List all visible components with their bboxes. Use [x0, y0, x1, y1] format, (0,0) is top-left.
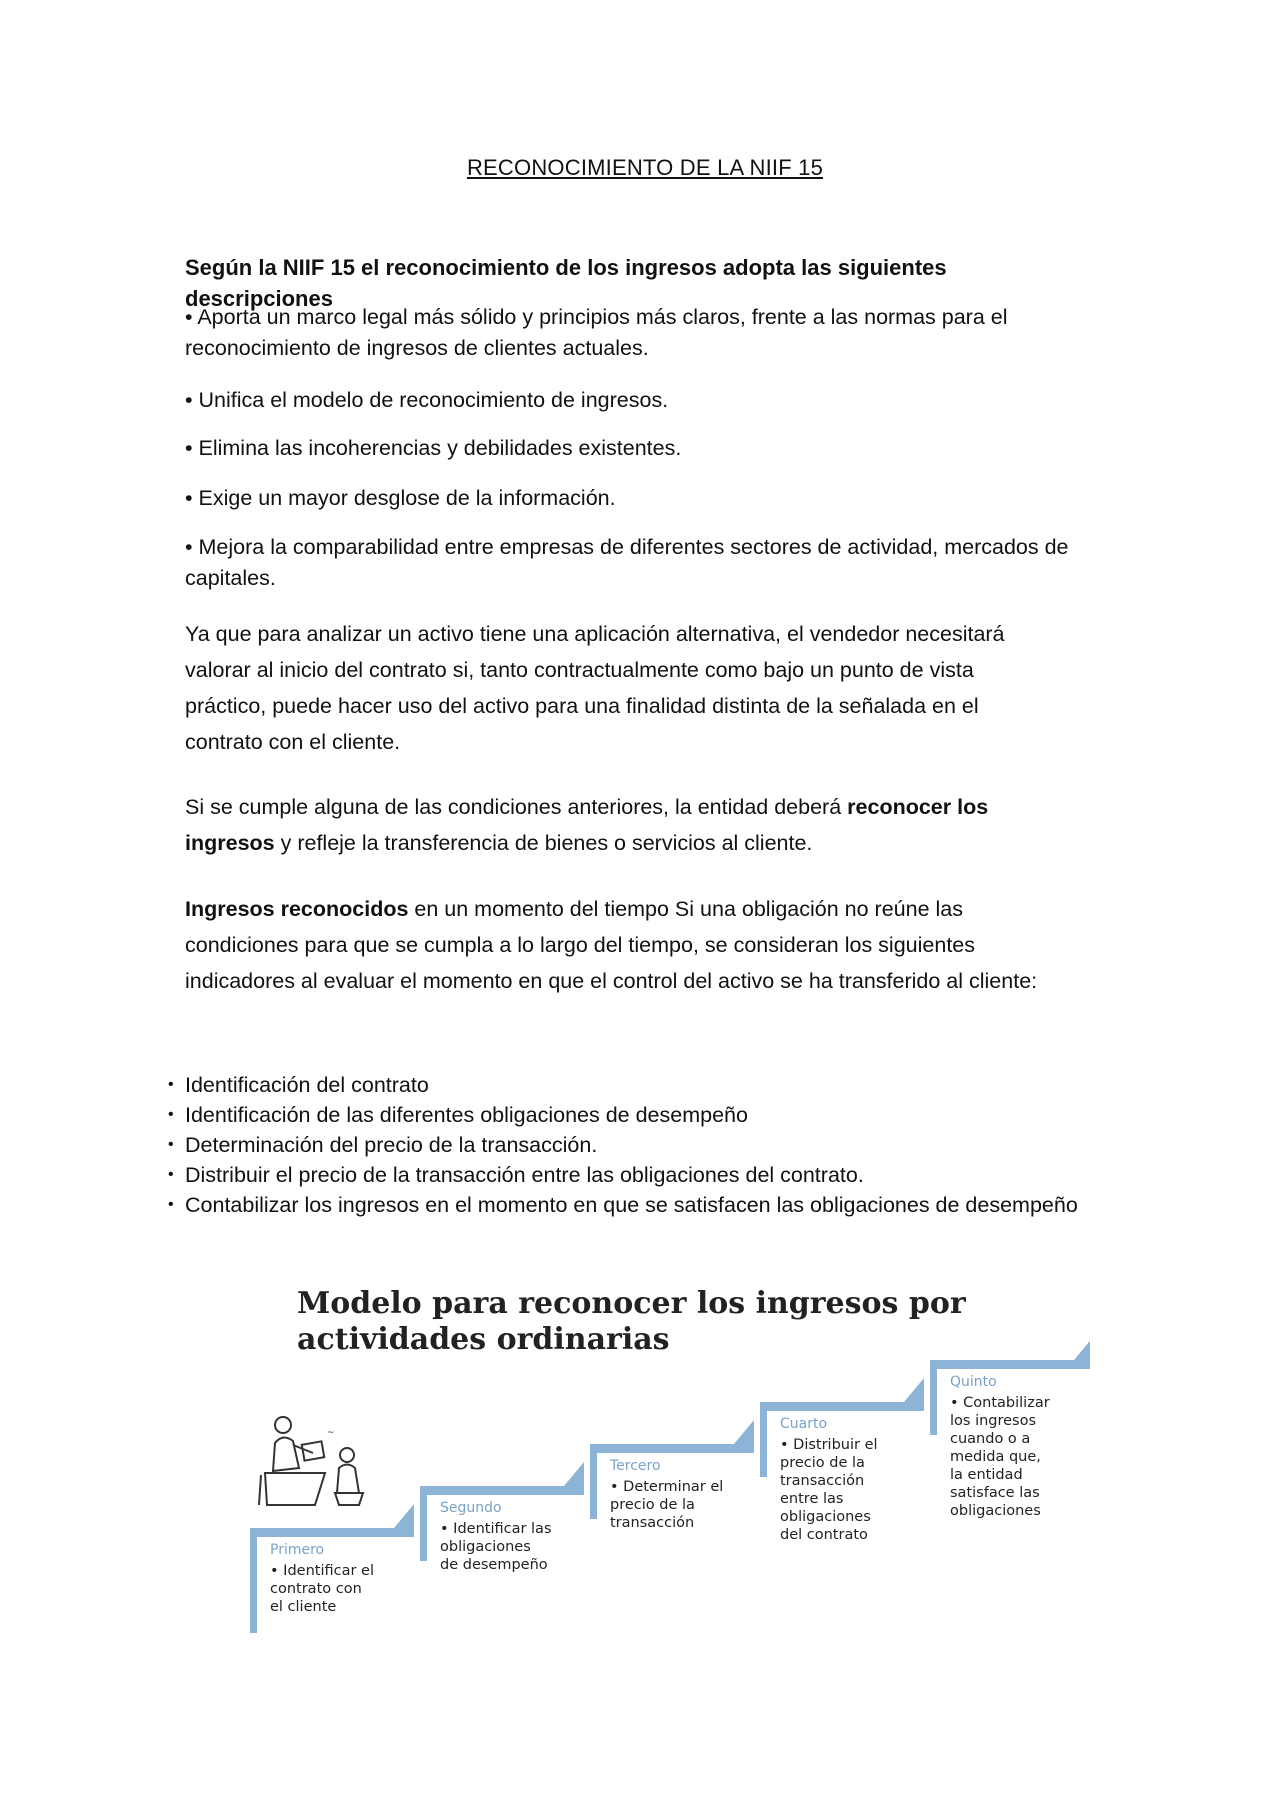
bullet-unifica: • Unifica el modelo de reconocimiento de ingresos.	[185, 388, 669, 412]
stage-side-5	[930, 1360, 937, 1435]
stage-side-4	[760, 1402, 767, 1477]
stage-text-line: precio de la	[610, 1497, 695, 1513]
stage-text-line: obligaciones	[780, 1509, 871, 1525]
stage-text-line: la entidad	[950, 1467, 1023, 1483]
stage-bar-4	[760, 1402, 924, 1411]
stage-text-line: • Contabilizar	[950, 1395, 1050, 1411]
stage-text-line: obligaciones	[950, 1503, 1041, 1519]
stage-text-line: • Identificar el	[270, 1563, 374, 1579]
page-title: RECONOCIMIENTO DE LA NIIF 15	[466, 155, 824, 180]
stage-text-1	[270, 1562, 374, 1616]
bullet-mejora: • Mejora la comparabilidad entre empresas de diferentes sectores de actividad, mercados de capitales.	[185, 535, 1069, 590]
stage-text-line: transacción	[610, 1515, 695, 1531]
stage-text-line: obligaciones	[440, 1539, 531, 1555]
list-item: • Distribuir el precio de la transacción entre las obligaciones del contrato.	[168, 1160, 1078, 1190]
stage-text-line: • Distribuir el	[780, 1437, 878, 1453]
stage-arrow-3	[734, 1420, 754, 1444]
stage-text-4	[780, 1436, 878, 1544]
stage-text-line: entre las	[780, 1491, 844, 1507]
stage-text-line: los ingresos	[950, 1413, 1037, 1429]
list-item: • Identificación de las diferentes obligaciones de desempeño	[168, 1100, 1078, 1130]
section-heading: Según la NIIF 15 el reconocimiento de los ingresos adopta las siguientes descripciones	[185, 255, 947, 311]
bullet-elimina: • Elimina las incoherencias y debilidades existentes.	[185, 436, 682, 460]
paragraph-ingresos-text: en un momento del tiempo Si una obligación no reúne las condiciones para que se cumpla a lo largo del tiempo, se consideran los siguientes indicadores al evaluar el momento en que el control del activo se ha transferido al cliente:	[185, 897, 1038, 993]
stage-label-2: Segundo	[440, 1500, 502, 1516]
stage-side-1	[250, 1528, 257, 1633]
stage-text-line: • Determinar el	[610, 1479, 724, 1495]
paragraph-ingresos-bold: Ingresos reconocidos	[185, 897, 409, 921]
steps-list	[168, 1070, 1078, 1220]
stage-text-line: satisface las	[950, 1485, 1040, 1501]
stage-side-2	[420, 1486, 427, 1561]
stage-text-line: de desempeño	[440, 1557, 548, 1573]
stage-bar-3	[590, 1444, 754, 1453]
stage-label-4: Cuarto	[780, 1416, 828, 1432]
stage-text-line: medida que,	[950, 1449, 1041, 1465]
revenue-model-figure	[240, 1278, 1090, 1636]
stage-arrow-2	[564, 1462, 584, 1486]
stage-text-line: transacción	[780, 1473, 865, 1489]
paragraph-condiciones-end: y refleje la transferencia de bienes o servicios al cliente.	[274, 831, 813, 855]
stage-label-1: Primero	[270, 1542, 325, 1558]
stage-bar-5	[930, 1360, 1090, 1369]
figure-title-line1: Modelo para reconocer los ingresos por	[297, 1286, 966, 1321]
stage-bar-2	[420, 1486, 584, 1495]
bullet-exige: • Exige un mayor desglose de la información.	[185, 486, 616, 510]
stage-text-2	[440, 1520, 552, 1574]
stage-text-line: del contrato	[780, 1527, 868, 1543]
stage-arrow-5	[1074, 1336, 1090, 1360]
stage-text-line: contrato con	[270, 1581, 362, 1597]
stage-arrow-4	[904, 1378, 924, 1402]
stage-bar-1	[250, 1528, 414, 1537]
bullet-marco-legal: • Aporta un marco legal más sólido y principios más claros, frente a las normas para el reconocimiento de ingresos de clientes actuales.	[185, 305, 1008, 360]
paragraph-condiciones-bold: reconocer los ingresos	[185, 795, 989, 855]
stage-arrow-1	[394, 1504, 414, 1528]
stage-side-3	[590, 1444, 597, 1519]
list-item: • Determinación del precio de la transacción.	[168, 1130, 1078, 1160]
stage-text-5	[950, 1394, 1050, 1520]
list-item: • Identificación del contrato	[168, 1070, 1078, 1100]
figure-title-line2: actividades ordinarias	[297, 1322, 670, 1357]
paragraph-activo: Ya que para analizar un activo tiene una aplicación alternativa, el vendedor necesitará valorar al inicio del contrato si, tanto contractualmente como bajo un punto de vista práctico, puede hacer uso del activo para una finalidad distinta de la señalada en el contrato con el cliente.	[185, 622, 1005, 754]
stage-label-5: Quinto	[950, 1374, 997, 1390]
stage-text-3	[610, 1478, 723, 1532]
paragraph-condiciones	[185, 789, 1045, 861]
stage-text-line: el cliente	[270, 1599, 337, 1615]
paragraph-condiciones-text: Si se cumple alguna de las condiciones anteriores, la entidad deberá	[185, 795, 848, 819]
stage-text-line: • Identificar las	[440, 1521, 552, 1537]
stage-text-line: precio de la	[780, 1455, 865, 1471]
paragraph-ingresos-reconocidos	[185, 891, 1045, 999]
svg-text:~: ~	[327, 1428, 335, 1438]
stage-label-3: Tercero	[610, 1458, 661, 1474]
stage-text-line: cuando o a	[950, 1431, 1031, 1447]
list-item: • Contabilizar los ingresos en el momento en que se satisfacen las obligaciones de desempeño	[168, 1190, 1078, 1220]
